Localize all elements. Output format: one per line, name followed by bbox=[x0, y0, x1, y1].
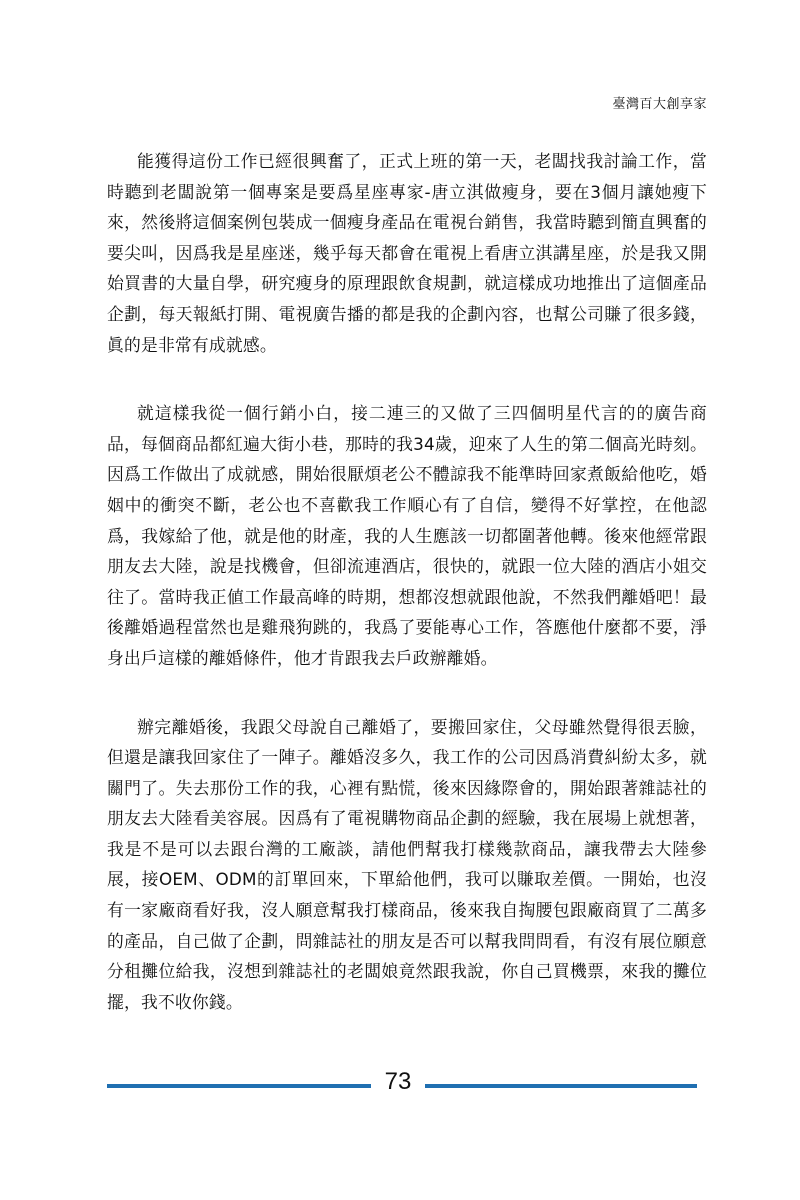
footer-rule-right bbox=[425, 1084, 697, 1088]
running-header-book-title: 臺灣百大創享家 bbox=[612, 97, 707, 112]
page-number: 73 bbox=[384, 1068, 412, 1095]
page-body bbox=[107, 146, 707, 1017]
page-footer bbox=[107, 1060, 697, 1100]
paragraph-1: 能獲得這份工作已經很興奮了，正式上班的第一天，老闆找我討論工作，當時聽到老闆說第一個專案是要爲星座專家-唐立淇做瘦身，要在3個月讓她瘦下來，然後將這個案例包裝成一個瘦身產品在電視台銷售，我當時聽到簡直興奮的要尖叫，因爲我是星座迷，幾乎每天都會在電視上看唐立淇講星座，於是我又開始買書的大量自學，研究瘦身的原理跟飲食規劃，就這樣成功地推出了這個產品企劃，每天報紙打開、電視廣告播的都是我的企劃內容，也幫公司賺了很多錢，眞的是非常有成就感。 bbox=[107, 151, 707, 355]
paragraph-2: 就這樣我從一個行銷小白，接二連三的又做了三四個明星代言的的廣告商品，每個商品都紅遍大街小巷，那時的我34歲，迎來了人生的第二個高光時刻。因爲工作做出了成就感，開始很厭煩老公不體諒我不能準時回家煮飯給他吃，婚姻中的衝突不斷，老公也不喜歡我工作順心有了自信，變得不好掌控，在他認爲，我嫁給了他，就是他的財產，我的人生應該一切都圍著他轉。後來他經常跟朋友去大陸，說是找機會，但卻流連酒店，很快的，就跟一位大陸的酒店小姐交往了。當時我正値工作最高峰的時期，想都沒想就跟他說，不然我們離婚吧！最後離婚過程當然也是雞飛狗跳的，我爲了要能專心工作，答應他什麼都不要，淨身出戶這樣的離婚條件，他才肯跟我去戶政辦離婚。 bbox=[107, 403, 707, 668]
paragraph-3: 辦完離婚後，我跟父母說自己離婚了，要搬回家住，父母雖然覺得很丟臉，但還是讓我回家住了一陣子。離婚沒多久，我工作的公司因爲消費糾紛太多，就關門了。失去那份工作的我，心裡有點慌，後來因緣際會的，開始跟著雜誌社的朋友去大陸看美容展。因爲有了電視購物商品企劃的經驗，我在展場上就想著，我是不是可以去跟台灣的工廠談，請他們幫我打樣幾款商品，讓我帶去大陸參展，接OEM、ODM的訂單回來，下單給他們，我可以賺取差價。一開始，也沒有一家廠商看好我，沒人願意幫我打樣商品，後來我自掏腰包跟廠商買了二萬多的產品，自己做了企劃，問雜誌社的朋友是否可以幫我問問看，有沒有展位願意分租攤位給我，沒想到雜誌社的老闆娘竟然跟我說，你自己買機票，來我的攤位擺，我不收你錢。 bbox=[107, 716, 707, 1012]
footer-rule-left bbox=[107, 1084, 371, 1088]
